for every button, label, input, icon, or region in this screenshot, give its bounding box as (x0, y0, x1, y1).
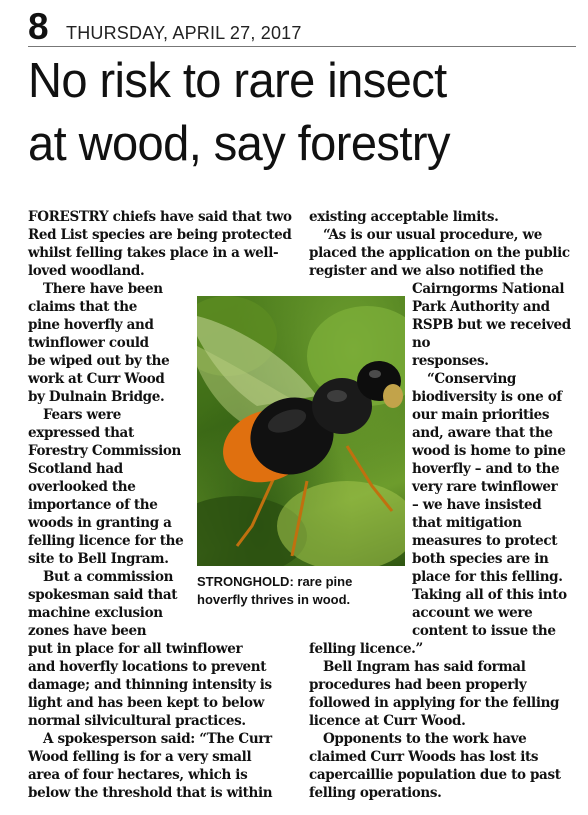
body-line: zones have been (28, 623, 147, 639)
body-line: our main priorities (412, 407, 550, 423)
body-line: overlooked the (28, 479, 136, 495)
body-line: no (412, 335, 431, 351)
body-line: biodiversity is one of (412, 389, 562, 405)
body-line: importance of the (28, 497, 158, 513)
body-line: procedures had been properly (309, 677, 527, 693)
body-line: Forestry Commission (28, 443, 181, 459)
body-line: twinflower could (28, 335, 149, 351)
body-line: responses. (412, 353, 489, 369)
body-line: account we were (412, 605, 533, 621)
body-line: RSPB but we received (412, 317, 571, 333)
body-line: Cairngorms National (412, 281, 565, 297)
body-line: loved woodland. (28, 263, 145, 279)
publication-date: THURSDAY, APRIL 27, 2017 (66, 23, 302, 43)
body-line: and hoverfly locations to prevent (28, 659, 267, 675)
body-line: machine exclusion (28, 605, 163, 621)
body-line: licence at Curr Wood. (309, 713, 466, 729)
body-line: pine hoverfly and (28, 317, 154, 333)
body-line: Scotland had (28, 461, 123, 477)
body-line: “Conserving (427, 371, 517, 387)
body-line: There have been (43, 281, 163, 297)
body-line: very rare twinflower (412, 479, 558, 495)
body-line: by Dulnain Bridge. (28, 389, 165, 405)
page-number: 8 (28, 6, 49, 47)
body-line: register and we also notified the (309, 263, 544, 279)
body-line: existing acceptable limits. (309, 209, 499, 225)
body-line: light and has been kept to below (28, 695, 264, 711)
body-line: normal silvicultural practices. (28, 713, 246, 729)
body-line: Bell Ingram has said formal (323, 659, 526, 675)
caption-line-2: hoverfly thrives in wood. (197, 592, 351, 607)
body-line: hoverfly – and to the (412, 461, 560, 477)
body-line: put in place for all twinflower (28, 641, 243, 657)
body-line: Wood felling is for a very small (28, 749, 252, 765)
body-line: capercaillie population due to past (309, 767, 561, 783)
body-line: measures to protect (412, 533, 558, 549)
hoverfly-photo (197, 296, 405, 566)
body-line: felling operations. (309, 785, 442, 801)
hoverfly-illustration (197, 296, 405, 566)
body-line: whilst felling takes place in a well- (28, 245, 279, 261)
body-line: and, aware that the (412, 425, 553, 441)
body-line: felling licence for the (28, 533, 184, 549)
body-line: expressed that (28, 425, 134, 441)
body-line: be wiped out by the (28, 353, 170, 369)
headline (28, 50, 561, 176)
body-line: Opponents to the work have (323, 731, 527, 747)
body-line: woods in granting a (28, 515, 172, 531)
body-line: claimed Curr Woods has lost its (309, 749, 539, 765)
body-line: Park Authority and (412, 299, 550, 315)
body-line: Fears were (43, 407, 122, 423)
page-header (28, 6, 576, 47)
body-line: FORESTRY chiefs have said that two (28, 209, 292, 225)
body-line: wood is home to pine (412, 443, 566, 459)
body-line: work at Curr Wood (28, 371, 165, 387)
headline-line-2: at wood, say forestry (28, 117, 450, 171)
headline-line-1: No risk to rare insect (28, 54, 447, 108)
body-line: followed in applying for the felling (309, 695, 560, 711)
body-line: damage; and thinning intensity is (28, 677, 272, 693)
body-line: Red List species are being protected (28, 227, 292, 243)
body-line: area of four hectares, which is (28, 767, 248, 783)
body-line: felling licence.” (309, 641, 423, 657)
body-line: place for this felling. (412, 569, 563, 585)
body-line: “As is our usual procedure, we (323, 227, 542, 243)
body-line: content to issue the (412, 623, 556, 639)
photo-caption (197, 573, 407, 609)
body-line: below the threshold that is within (28, 785, 273, 801)
body-line: that mitigation (412, 515, 522, 531)
body-line: But a commission (43, 569, 174, 585)
body-line: spokesman said that (28, 587, 178, 603)
body-line: both species are in (412, 551, 549, 567)
body-line: Taking all of this into (412, 587, 567, 603)
body-line: site to Bell Ingram. (28, 551, 169, 567)
caption-line-1: STRONGHOLD: rare pine (197, 574, 353, 589)
body-line: – we have insisted (412, 497, 542, 513)
body-line: claims that the (28, 299, 137, 315)
body-line: placed the application on the public (309, 245, 570, 261)
body-line: A spokesperson said: “The Curr (43, 731, 272, 747)
